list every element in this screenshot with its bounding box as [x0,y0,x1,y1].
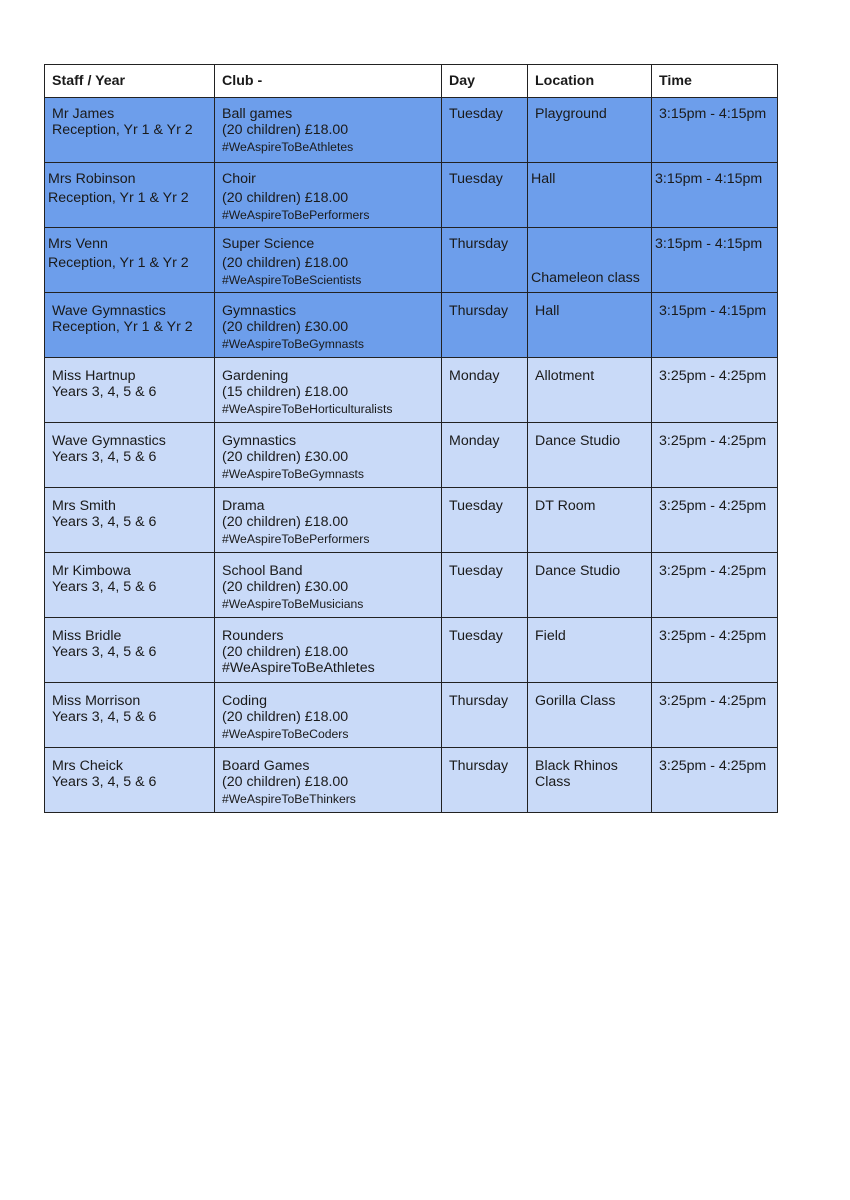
location-cell [528,618,652,683]
time-cell [652,228,778,293]
location-value: Dance Studio [535,433,621,449]
header-day: Day [442,65,528,98]
location-cell [528,488,652,553]
day-value: Monday [449,368,500,384]
location-value: Gorilla Class [535,693,616,709]
table-row [45,748,778,813]
club-details: (20 children) £30.00 [222,579,349,595]
club-hashtag: #WeAspireToBePerformers [222,208,370,222]
day-value: Thursday [449,758,509,774]
location-cell [528,163,652,228]
day-value: Tuesday [449,628,503,644]
year-group: Years 3, 4, 5 & 6 [52,774,157,790]
club-details: (20 children) £18.00 [222,774,349,790]
year-group: Reception, Yr 1 & Yr 2 [48,190,189,206]
day-cell [442,618,528,683]
location-value: DT Room [535,498,596,514]
header-time: Time [652,65,778,98]
day-cell [442,98,528,163]
club-details: (20 children) £30.00 [222,319,349,335]
club-name: Coding [222,693,267,709]
location-cell [528,683,652,748]
time-value: 3:15pm - 4:15pm [659,106,767,122]
staff-name: Mrs Cheick [52,758,123,774]
table-row [45,358,778,423]
club-cell [215,618,442,683]
club-hashtag: #WeAspireToBeHorticulturalists [222,402,393,416]
club-details: (20 children) £30.00 [222,449,349,465]
club-name: Super Science [222,236,315,252]
time-value: 3:25pm - 4:25pm [659,693,767,709]
club-details: (20 children) £18.00 [222,514,349,530]
day-cell [442,683,528,748]
table-row [45,683,778,748]
club-cell [215,683,442,748]
location-cell [528,423,652,488]
time-cell [652,423,778,488]
time-value: 3:25pm - 4:25pm [659,368,767,384]
staff-cell [45,228,215,293]
day-cell [442,423,528,488]
club-cell [215,228,442,293]
year-group: Years 3, 4, 5 & 6 [52,644,157,660]
year-group: Reception, Yr 1 & Yr 2 [52,319,193,335]
time-value: 3:25pm - 4:25pm [659,433,767,449]
year-group: Years 3, 4, 5 & 6 [52,579,157,595]
time-cell [652,683,778,748]
staff-cell [45,358,215,423]
year-group: Years 3, 4, 5 & 6 [52,449,157,465]
time-cell [652,748,778,813]
year-group: Years 3, 4, 5 & 6 [52,709,157,725]
time-value: 3:15pm - 4:15pm [655,171,763,187]
club-details: (20 children) £18.00 [222,644,349,660]
club-hashtag: #WeAspireToBeScientists [222,273,362,287]
clubs-table [44,64,778,813]
staff-name: Wave Gymnastics [52,433,166,449]
club-cell [215,748,442,813]
day-value: Thursday [449,303,509,319]
day-value: Tuesday [449,498,503,514]
club-hashtag: #WeAspireToBeMusicians [222,597,364,611]
day-value: Tuesday [449,171,503,187]
day-cell [442,488,528,553]
club-name: Gardening [222,368,289,384]
club-name: Choir [222,171,256,187]
location-value: Playground [535,106,607,122]
year-group: Years 3, 4, 5 & 6 [52,514,157,530]
location-value: Hall [535,303,560,319]
time-cell [652,293,778,358]
club-cell [215,163,442,228]
club-hashtag: #WeAspireToBeThinkers [222,792,356,806]
time-value: 3:25pm - 4:25pm [659,758,767,774]
location-cell [528,358,652,423]
day-value: Thursday [449,236,509,252]
location-cell [528,553,652,618]
time-value: 3:15pm - 4:15pm [659,303,767,319]
club-hashtag: #WeAspireToBeGymnasts [222,337,365,351]
location-value: Chameleon class [531,270,640,286]
header-club: Club - [215,65,442,98]
location-cell [528,748,652,813]
time-value: 3:25pm - 4:25pm [659,628,767,644]
club-cell [215,293,442,358]
year-group: Years 3, 4, 5 & 6 [52,384,157,400]
club-cell [215,358,442,423]
time-value: 3:15pm - 4:15pm [655,236,763,252]
table-row [45,423,778,488]
club-hashtag: #WeAspireToBeCoders [222,727,349,741]
club-name: School Band [222,563,303,579]
day-cell [442,293,528,358]
time-cell [652,553,778,618]
time-cell [652,488,778,553]
club-name: Drama [222,498,265,514]
header-staff-year: Staff / Year [45,65,215,98]
location-value: Field [535,628,566,644]
table-row [45,98,778,163]
staff-cell [45,293,215,358]
table-row [45,488,778,553]
location-cell [528,293,652,358]
club-name: Rounders [222,628,284,644]
club-name: Gymnastics [222,303,297,319]
location-value: Hall [531,171,556,187]
club-hashtag: #WeAspireToBeAthletes [222,660,375,676]
staff-cell [45,683,215,748]
club-hashtag: #WeAspireToBeAthletes [222,140,354,154]
staff-name: Mrs Smith [52,498,116,514]
table-row [45,553,778,618]
location-value: Dance Studio [535,563,621,579]
staff-cell [45,748,215,813]
staff-cell [45,618,215,683]
time-value: 3:25pm - 4:25pm [659,563,767,579]
staff-name: Miss Hartnup [52,368,136,384]
club-name: Ball games [222,106,293,122]
table-row [45,163,778,228]
staff-cell [45,163,215,228]
club-cell [215,423,442,488]
staff-name: Mr Kimbowa [52,563,131,579]
club-details: (20 children) £18.00 [222,255,349,271]
staff-name: Miss Morrison [52,693,141,709]
location-cell [528,98,652,163]
day-cell [442,358,528,423]
table-header-row [45,65,778,98]
day-cell [442,163,528,228]
time-cell [652,163,778,228]
club-cell [215,553,442,618]
club-name: Gymnastics [222,433,297,449]
location-value: Black Rhinos [535,758,618,774]
staff-name: Mrs Venn [48,236,108,252]
staff-cell [45,553,215,618]
staff-name: Wave Gymnastics [52,303,166,319]
staff-cell [45,488,215,553]
staff-name: Miss Bridle [52,628,122,644]
location-value: Allotment [535,368,595,384]
time-cell [652,98,778,163]
time-value: 3:25pm - 4:25pm [659,498,767,514]
staff-name: Mr James [52,106,115,122]
day-value: Tuesday [449,106,503,122]
club-details: (20 children) £18.00 [222,122,349,138]
location-cell [528,228,652,293]
club-hashtag: #WeAspireToBeGymnasts [222,467,365,481]
day-cell [442,748,528,813]
staff-name: Mrs Robinson [48,171,136,187]
day-value: Monday [449,433,500,449]
table-row [45,228,778,293]
time-cell [652,358,778,423]
day-cell [442,228,528,293]
day-cell [442,553,528,618]
location-value-line2: Class [535,774,571,790]
staff-cell [45,423,215,488]
day-value: Tuesday [449,563,503,579]
table-row [45,618,778,683]
table-row [45,293,778,358]
club-cell [215,488,442,553]
club-details: (20 children) £18.00 [222,190,349,206]
time-cell [652,618,778,683]
club-details: (15 children) £18.00 [222,384,349,400]
club-hashtag: #WeAspireToBePerformers [222,532,370,546]
year-group: Reception, Yr 1 & Yr 2 [48,255,189,271]
club-name: Board Games [222,758,310,774]
club-cell [215,98,442,163]
day-value: Thursday [449,693,509,709]
staff-cell [45,98,215,163]
year-group: Reception, Yr 1 & Yr 2 [52,122,193,138]
club-details: (20 children) £18.00 [222,709,349,725]
header-location: Location [528,65,652,98]
